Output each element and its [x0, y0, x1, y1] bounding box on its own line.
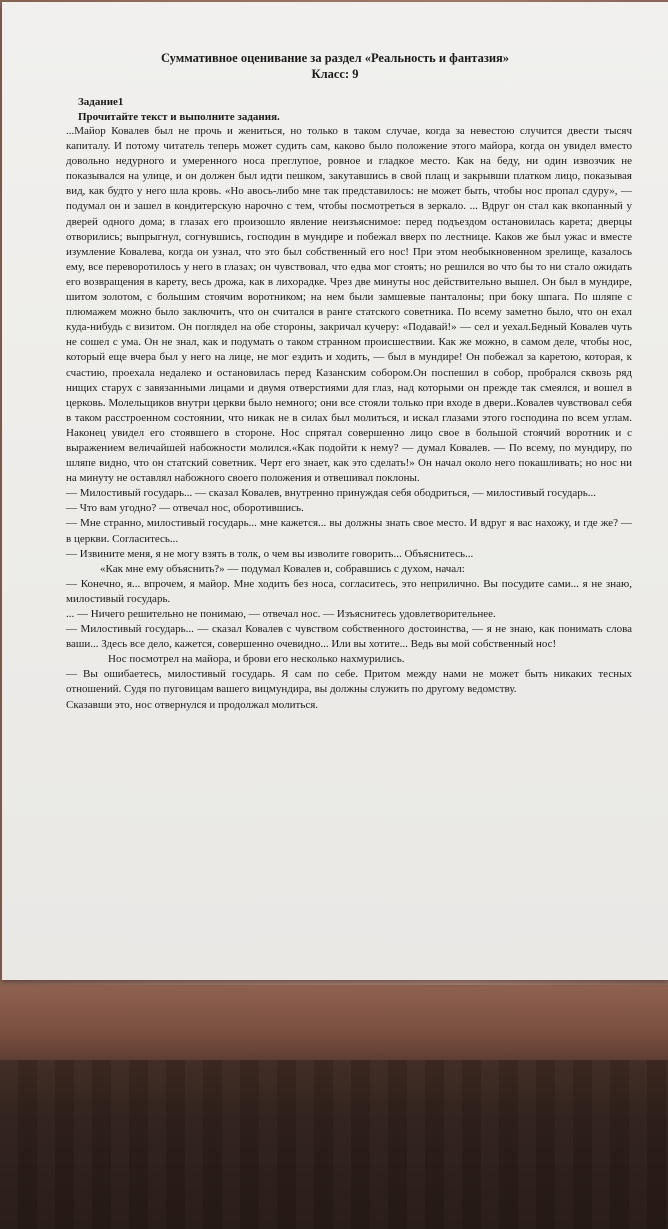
- task-instruction: Прочитайте текст и выполните задания.: [78, 111, 280, 123]
- grade-label: Класс: 9: [311, 67, 359, 81]
- page-title: Суммативное оценивание за раздел «Реальность и фантазия»: [160, 51, 510, 65]
- passage-paragraph: ...Майор Ковалев был не прочь и жениться, но только в таком случае, когда за невестою случится двести тысяч капиталу. И потому читатель теперь может судить сам, каково было положение этого майора, когда он увидел вместо довольно недурного и умеренного носа преглупое, ровное и гладкое место. Как на беду, ни один извозчик не показывался на улице, и он должен был идти пешком, закутавшись в свой плащ и закрывши платком лицо, показывая вид, как будто у него шла кровь. «Но авось-либо мне так представилось: не может быть, чтобы нос пропал сдуру», — подумал он и зашел в кондитерскую нарочно с тем, чтобы посмотреться в зеркало. ... Вдруг он стал как вкопанный у дверей одного дома; в глазах его произошло явление неизъяснимое: перед подъездом остановилась карета; дверцы отворились; выпрыгнул, согнувшись, господин в мундире и побежал вверх по лестнице. Каков же был ужас и вместе изумление Ковалева, когда он узнал, что это был собственный его нос! При этом необыкновенном зрелище, казалось ему, все переворотилось у него в глазах; он чувствовал, что едва мог стоять; но решился во что бы то ни стало ожидать его возвращения в карету, весь дрожа, как в лихорадке. Чрез две минуты нос действительно вышел. Он был в мундире, шитом золотом, с большим стоячим воротником; на нем были замшевые панталоны; при боку шпага. По шляпе с плюмажем можно было заключить, что он считался в ранге статского советника. По всему заметно было, что он ехал куда-нибудь с визитом. Он поглядел на обе стороны, закричал кучеру: «Подавай!» — сел и уехал.Бедный Ковалев чуть не сошел с ума. Он не знал, как и подумать о таком странном происшествии. Как же можно, в самом деле, чтобы нос, который еще вчера был у него на лице, не мог ездить и ходить, — был в мундире! Он побежал за каретою, которая, к счастию, проехала недалеко и остановилась перед Казанским собором.Он поспешил в собор, пробрался сквозь ряд нищих старух с завязанными лицами и двумя отверстиями для глаз, над которыми он прежде так смеялся, и вошел в церковь. Молельщиков внутри церкви было немного; они все стояли только при входе в двери..Ковалев чувствовал себя в таком расстроенном состоянии, что никак не в силах был молиться, и искал глазами этого господина по всем углам. Наконец увидел его стоявшего в стороне. Нос спрятал совершенно лицо свое в большой стоячий воротник и с выражением величайшей набожности молился.«Как подойти к нему? — думал Ковалев. — По всему, по мундиру, по шляпе видно, что он статский советник. Черт его знает, как это сделать!» Он начал около него покашливать; но нос ни на минуту не оставлял набожного своего положения и отвешивал поклоны.: [66, 125, 632, 485]
- passage-paragraph: — Конечно, я... впрочем, я майор. Мне ходить без носа, согласитесь, это неприлично. Вы посудите сами... я не знаю, милостивый государь.: [66, 577, 632, 605]
- passage-paragraph: ... — Ничего решительно не понимаю, — отвечал нос. — Изъяснитесь удовлетворительнее.: [66, 608, 496, 620]
- passage-paragraph: Сказавши это, нос отвернулся и продолжал молиться.: [66, 698, 319, 711]
- passage-paragraph: — Мне странно, милостивый государь... мне кажется... вы должны знать свое место. И вдруг я вас нахожу, и где же? — в церкви. Согласитесь...: [66, 517, 632, 545]
- passage-paragraph: Нос посмотрел на майора, и брови его несколько нахмурились.: [108, 653, 405, 666]
- passage-paragraph: — Что вам угодно? — отвечал нос, оборотившись.: [66, 502, 304, 515]
- task-label: Задание1: [78, 96, 124, 108]
- reading-passage: [66, 124, 632, 713]
- passage-paragraph: — Извините меня, я не могу взять в толк, о чем вы изволите говорить... Объяснитесь...: [66, 547, 474, 560]
- desk-surface: [0, 1060, 668, 1229]
- desk-edge: [0, 985, 668, 1065]
- passage-paragraph: — Милостивый государь... — сказал Ковалев с чувством собственного достоинства, — я не знаю, как понимать слова ваши... Здесь все дело, кажется, совершенно очевидно... Или вы хотите... Ведь вы мой собственный нос!: [66, 623, 632, 651]
- passage-paragraph: «Как мне ему объяснить?» — подумал Ковалев и, собравшись с духом, начал:: [100, 562, 465, 575]
- passage-paragraph: — Милостивый государь... — сказал Ковалев, внутренно принуждая себя ободриться, — милостивый государь...: [66, 487, 597, 500]
- exam-sheet: [2, 2, 668, 980]
- passage-paragraph: — Вы ошибаетесь, милостивый государь. Я сам по себе. Притом между нами не может быть никаких тесных отношений. Судя по пуговицам вашего вицмундира, вы должны служить по другому ведомству.: [66, 668, 632, 696]
